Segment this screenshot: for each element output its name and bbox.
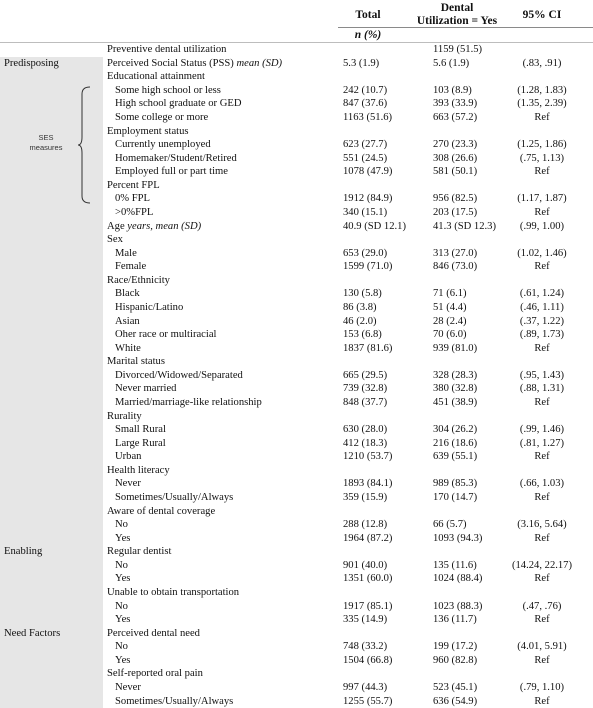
- row-label: Sometimes/Usually/Always: [115, 492, 234, 503]
- row-label: Divorced/Widowed/Separated: [115, 369, 243, 381]
- group-label: Enabling: [4, 546, 43, 558]
- ci-cell: (1.35, 2.39): [517, 98, 567, 110]
- ci-cell: (.99, 1.00): [519, 220, 565, 232]
- row-label: Oher race or multiracial: [115, 329, 217, 341]
- ci-cell: (1.28, 1.83): [517, 84, 567, 96]
- total-cell: 739 (32.8): [343, 383, 388, 395]
- row-label: Currently unemployed: [115, 139, 211, 151]
- dental-utilization-cell: 28 (2.4): [433, 315, 467, 327]
- row-label: Yes: [115, 532, 131, 544]
- total-cell: 665 (29.5): [343, 369, 388, 381]
- dental-utilization-cell: 103 (8.9): [433, 84, 472, 96]
- row-label-unit: years, mean (SD): [124, 220, 202, 232]
- row-label: >0%FPL: [115, 207, 154, 219]
- row-label: Perceived dental need: [107, 627, 200, 639]
- header-dental-line1: Dental: [440, 2, 474, 14]
- row-label: Marital status: [107, 356, 165, 368]
- ci-cell: (.79, 1.10): [519, 681, 565, 693]
- dental-utilization-cell: 960 (82.8): [433, 654, 478, 666]
- row-label: Asian: [115, 315, 140, 327]
- dental-utilization-cell: 304 (26.2): [433, 424, 478, 436]
- dental-utilization-cell: 393 (33.9): [433, 98, 478, 110]
- table-row: [0, 260, 593, 274]
- group-label: Predisposing: [4, 57, 59, 69]
- table-row: [0, 43, 593, 57]
- table-row: [0, 410, 593, 424]
- total-cell: 46 (2.0): [343, 315, 377, 327]
- row-label: Regular dentist: [107, 546, 172, 558]
- table-row: [0, 206, 593, 220]
- ci-cell: (.37, 1.22): [519, 315, 565, 327]
- total-cell: 1964 (87.2): [343, 532, 393, 544]
- total-cell: 1599 (71.0): [343, 261, 393, 273]
- total-cell: 130 (5.8): [343, 288, 382, 300]
- dental-utilization-cell: 956 (82.5): [433, 193, 478, 205]
- total-cell: 1163 (51.6): [343, 112, 393, 124]
- dental-utilization-cell: 66 (5.7): [433, 519, 467, 531]
- row-label: 0% FPL: [115, 193, 151, 205]
- dental-utilization-cell: 1023 (88.3): [433, 600, 483, 612]
- table-row: [0, 464, 593, 478]
- dental-utilization-cell: 846 (73.0): [433, 261, 478, 273]
- table-row: [0, 586, 593, 600]
- ci-cell: (.99, 1.46): [519, 424, 565, 436]
- row-label: Yes: [115, 614, 131, 626]
- row-label: Yes: [115, 654, 131, 666]
- row-label: Some college or more: [115, 112, 209, 124]
- total-cell: 5.3 (1.9): [343, 57, 380, 69]
- table-row: [0, 342, 593, 356]
- total-cell: 748 (33.2): [343, 641, 388, 653]
- table-row: [0, 301, 593, 315]
- ci-cell: (14.24, 22.17): [511, 559, 573, 571]
- total-cell: 1078 (47.9): [343, 166, 393, 178]
- table-row: [0, 681, 593, 695]
- table-row: [0, 247, 593, 261]
- row-label-text: Perceived Social Status (PSS): [107, 57, 234, 69]
- row-label: Rurality: [107, 410, 142, 422]
- dental-utilization-cell: 135 (11.6): [433, 559, 477, 571]
- ci-cell: Ref: [534, 342, 550, 354]
- dental-utilization-cell: 5.6 (1.9): [433, 57, 470, 69]
- row-label: High school graduate or GED: [115, 98, 242, 110]
- row-label: Percent FPL: [107, 179, 160, 191]
- row-label: Some high school or less: [115, 84, 221, 96]
- total-cell: 153 (6.8): [343, 329, 382, 341]
- table-row: [0, 274, 593, 288]
- row-label: Race/Ethnicity: [107, 274, 170, 286]
- dental-utilization-cell: 170 (14.7): [433, 492, 478, 503]
- ci-cell: Ref: [534, 207, 550, 219]
- total-cell: 551 (24.5): [343, 152, 388, 164]
- ci-cell: Ref: [534, 261, 550, 273]
- ses-label-line1: SES: [38, 133, 54, 142]
- header-total: Total: [355, 9, 381, 21]
- table-row: [0, 613, 593, 627]
- table-row: [0, 640, 593, 654]
- row-label: Aware of dental coverage: [107, 505, 216, 517]
- row-label: Health literacy: [107, 464, 170, 476]
- row-label: Married/marriage-like relationship: [115, 397, 262, 409]
- table-row: [0, 532, 593, 546]
- ci-cell: (1.25, 1.86): [517, 139, 567, 151]
- header-ci: 95% CI: [522, 9, 562, 21]
- dental-utilization-cell: 451 (38.9): [433, 397, 478, 409]
- dental-utilization-cell: 313 (27.0): [433, 247, 478, 259]
- total-cell: 1210 (53.7): [343, 451, 393, 463]
- table-row: [0, 545, 593, 559]
- ci-cell: Ref: [534, 654, 550, 666]
- row-label: Never: [115, 681, 141, 693]
- table-row: [0, 450, 593, 464]
- ci-cell: Ref: [534, 614, 550, 626]
- total-cell: 1504 (66.8): [343, 654, 393, 666]
- total-cell: 901 (40.0): [343, 559, 388, 571]
- ci-cell: Ref: [534, 532, 550, 544]
- row-label: Female: [115, 261, 147, 273]
- dental-utilization-cell: 216 (18.6): [433, 437, 478, 449]
- ci-cell: (1.17, 1.87): [517, 193, 567, 205]
- row-label: Educational attainment: [107, 71, 205, 83]
- total-cell: 1893 (84.1): [343, 478, 393, 490]
- total-cell: 623 (27.7): [343, 139, 388, 151]
- row-label: No: [115, 600, 128, 612]
- ci-cell: Ref: [534, 695, 550, 707]
- ci-cell: (3.16, 5.64): [517, 519, 567, 531]
- dental-utilization-cell: 663 (57.2): [433, 112, 478, 124]
- ci-cell: (4.01, 5.91): [517, 641, 567, 653]
- total-cell: 1917 (85.1): [343, 600, 393, 612]
- ci-cell: (.95, 1.43): [519, 369, 565, 381]
- ses-label-line2: measures: [29, 143, 63, 152]
- ci-cell: (.81, 1.27): [519, 437, 565, 449]
- row-label: White: [115, 342, 141, 354]
- dental-utilization-cell: 203 (17.5): [433, 207, 478, 219]
- row-label: Black: [115, 288, 140, 300]
- header-rule: [338, 27, 593, 28]
- table-row: [0, 627, 593, 641]
- ci-cell: (.89, 1.73): [519, 329, 565, 341]
- total-cell: 242 (10.7): [343, 84, 388, 96]
- row-label: Preventive dental utilization: [107, 44, 227, 56]
- dental-utilization-cell: 199 (17.2): [433, 641, 478, 653]
- table-row: [0, 572, 593, 586]
- ci-cell: (.75, 1.13): [519, 152, 565, 164]
- table-row: [0, 233, 593, 247]
- row-label: [107, 220, 201, 234]
- row-label: Male: [115, 247, 137, 259]
- row-label: Large Rural: [115, 437, 166, 449]
- row-label-text: Age: [107, 220, 125, 232]
- row-label: Never: [115, 478, 141, 490]
- table-row: [0, 667, 593, 681]
- table-row: [0, 423, 593, 437]
- table-row: [0, 382, 593, 396]
- total-cell: 1351 (60.0): [343, 573, 393, 585]
- ci-cell: (.83, .91): [522, 57, 562, 69]
- row-label: Employment status: [107, 125, 189, 137]
- table-row: [0, 695, 593, 708]
- subheader-n-percent: n (%): [354, 29, 382, 41]
- total-cell: 412 (18.3): [343, 437, 388, 449]
- dental-utilization-cell: 523 (45.1): [433, 681, 478, 693]
- row-label: Sometimes/Usually/Always: [115, 695, 234, 707]
- row-label: Small Rural: [115, 424, 166, 436]
- total-cell: 1837 (81.6): [343, 342, 393, 354]
- table-row: [0, 315, 593, 329]
- row-label: Self-reported oral pain: [107, 668, 203, 680]
- ci-cell: (.88, 1.31): [519, 383, 565, 395]
- table-row: [0, 396, 593, 410]
- dental-utilization-cell: 1024 (88.4): [433, 573, 483, 585]
- ci-cell: (.66, 1.03): [519, 478, 565, 490]
- table-row: [0, 477, 593, 491]
- dental-utilization-cell: 939 (81.0): [433, 342, 478, 354]
- table-row: [0, 70, 593, 84]
- dental-utilization-cell: 71 (6.1): [433, 288, 467, 300]
- dental-utilization-cell: 581 (50.1): [433, 166, 478, 178]
- row-label: Employed full or part time: [115, 166, 228, 178]
- total-cell: 340 (15.1): [343, 207, 388, 219]
- row-label: Urban: [115, 451, 142, 463]
- row-label: Yes: [115, 573, 131, 585]
- table-row: [0, 654, 593, 668]
- dental-utilization-cell: 639 (55.1): [433, 451, 478, 463]
- total-cell: 40.9 (SD 12.1): [343, 220, 406, 232]
- total-cell: 630 (28.0): [343, 424, 388, 436]
- dental-utilization-cell: 136 (11.7): [433, 614, 477, 626]
- dental-utilization-cell: 989 (85.3): [433, 478, 478, 490]
- table-row: [0, 600, 593, 614]
- total-cell: 359 (15.9): [343, 492, 388, 503]
- ci-cell: Ref: [534, 166, 550, 178]
- table-row: [0, 491, 593, 505]
- row-label: [107, 57, 282, 71]
- ci-cell: (1.02, 1.46): [517, 247, 567, 259]
- total-cell: 997 (44.3): [343, 681, 388, 693]
- table-row: [0, 559, 593, 573]
- total-cell: 848 (37.7): [343, 397, 388, 409]
- dental-utilization-cell: 270 (23.3): [433, 139, 478, 151]
- row-label: No: [115, 559, 128, 571]
- ci-cell: (.47, .76): [522, 600, 562, 612]
- row-label: No: [115, 641, 128, 653]
- ci-cell: (.61, 1.24): [519, 288, 565, 300]
- ci-cell: Ref: [534, 451, 550, 463]
- table-row: [0, 369, 593, 383]
- row-label: Hispanic/Latino: [115, 302, 184, 314]
- table-row: [0, 518, 593, 532]
- row-label: No: [115, 519, 128, 531]
- dental-utilization-cell: 1093 (94.3): [433, 532, 483, 544]
- total-cell: 86 (3.8): [343, 302, 377, 314]
- ses-brace-icon: [78, 86, 92, 204]
- group-label: Need Factors: [4, 627, 61, 639]
- row-label: Sex: [107, 234, 123, 246]
- row-label-unit: mean (SD): [233, 57, 283, 69]
- ses-measures-label: [20, 133, 72, 153]
- table-row: [0, 505, 593, 519]
- row-label: Never married: [115, 383, 177, 395]
- dental-utilization-cell: 70 (6.0): [433, 329, 467, 341]
- table-row: [0, 220, 593, 234]
- dental-utilization-cell: 51 (4.4): [433, 302, 467, 314]
- dental-utilization-cell: 1159 (51.5): [433, 44, 483, 56]
- total-cell: 653 (29.0): [343, 247, 388, 259]
- table-row: [0, 437, 593, 451]
- total-cell: 847 (37.6): [343, 98, 388, 110]
- dental-utilization-cell: 380 (32.8): [433, 383, 478, 395]
- table-row: [0, 57, 593, 71]
- table-row: [0, 355, 593, 369]
- dental-utilization-cell: 41.3 (SD 12.3): [433, 220, 496, 232]
- dental-utilization-cell: 328 (28.3): [433, 369, 478, 381]
- total-cell: 1255 (55.7): [343, 695, 393, 707]
- row-label: Unable to obtain transportation: [107, 587, 240, 598]
- total-cell: 1912 (84.9): [343, 193, 393, 205]
- header-dental: [408, 2, 506, 28]
- total-cell: 335 (14.9): [343, 614, 388, 626]
- total-cell: 288 (12.8): [343, 519, 388, 531]
- dental-utilization-cell: 308 (26.6): [433, 152, 478, 164]
- header-dental-line2: Utilization = Yes: [416, 15, 498, 27]
- table-row: [0, 328, 593, 342]
- ci-cell: Ref: [534, 397, 550, 409]
- table-row: [0, 287, 593, 301]
- dental-utilization-cell: 636 (54.9): [433, 695, 478, 707]
- ci-cell: Ref: [534, 573, 550, 585]
- ci-cell: Ref: [534, 112, 550, 124]
- row-label: Homemaker/Student/Retired: [115, 152, 237, 164]
- ci-cell: (.46, 1.11): [520, 302, 564, 314]
- ci-cell: Ref: [534, 492, 550, 503]
